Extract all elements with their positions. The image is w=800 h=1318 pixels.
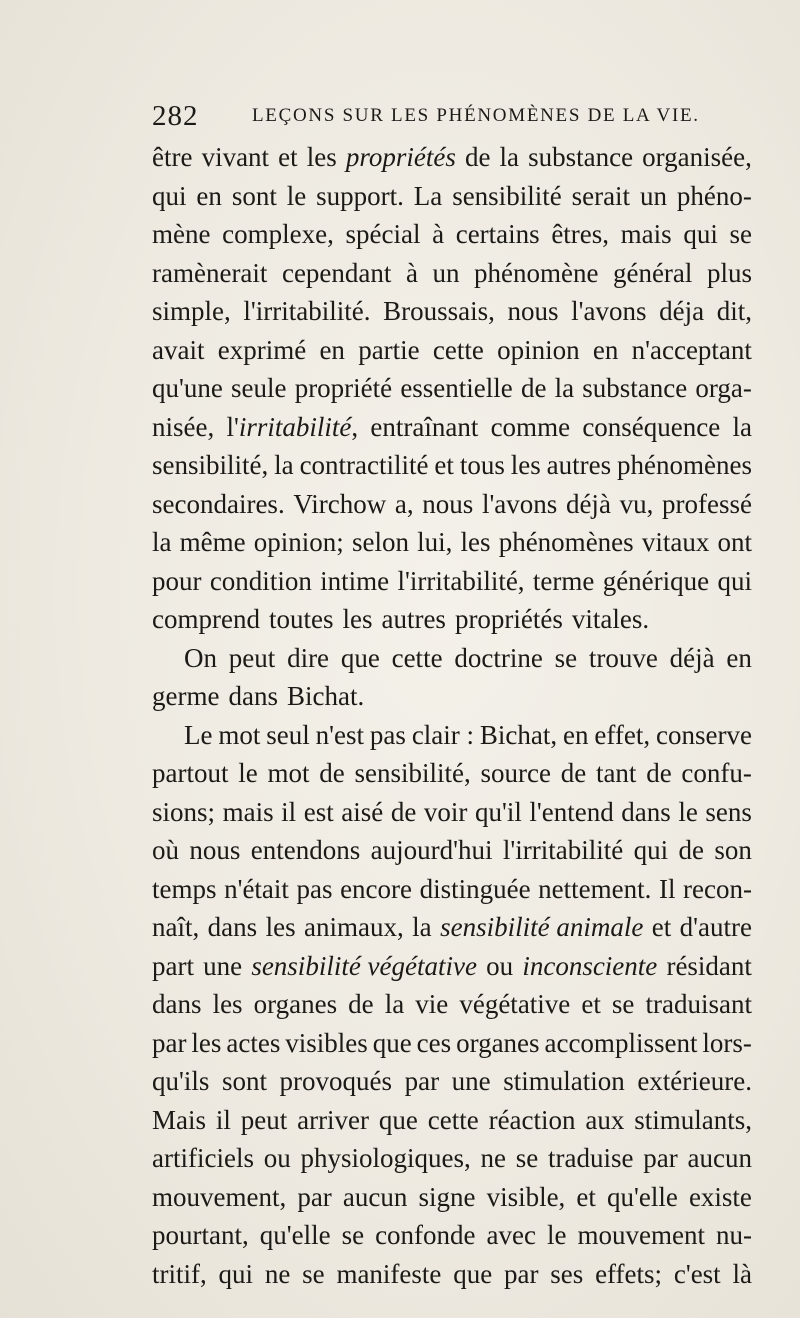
word: sont: [231, 180, 277, 211]
word: propriété: [294, 373, 393, 403]
word: le: [547, 1220, 567, 1250]
text-line: [152, 1139, 752, 1178]
word: et: [278, 142, 298, 172]
text-line: [152, 331, 752, 370]
word: se: [302, 1258, 325, 1289]
text-line: [152, 1062, 752, 1101]
word: substance: [528, 142, 634, 172]
word: comprend: [152, 604, 260, 634]
text-line: [152, 1024, 752, 1063]
word: physiologiques,: [300, 1143, 471, 1173]
word: phénomènes: [617, 450, 752, 480]
body-text: [152, 138, 752, 1293]
word: vie: [415, 989, 449, 1019]
word: qui: [218, 1258, 254, 1289]
word: nous: [507, 296, 559, 326]
word: professé: [662, 488, 752, 519]
text-line: [152, 446, 752, 485]
page-number: 282: [152, 100, 199, 132]
word: dire: [287, 642, 330, 673]
word: stimulants,: [634, 1104, 752, 1135]
word: d'autre: [679, 912, 752, 942]
word: avait: [152, 334, 205, 365]
word: phénomène: [473, 257, 599, 288]
word: naît,: [152, 912, 200, 942]
italic-word: sensibilité animale: [440, 912, 644, 942]
italic-word: propriétés: [345, 142, 456, 172]
word: à: [432, 219, 445, 249]
word: un: [432, 257, 460, 288]
word: certains: [455, 219, 540, 249]
word: son: [714, 835, 752, 865]
word: vitales.: [571, 604, 650, 634]
word: la: [499, 142, 520, 172]
word: cependant: [281, 257, 392, 288]
word: plus: [706, 257, 752, 288]
word: la: [152, 527, 172, 557]
word: organisée,: [642, 142, 752, 172]
word: Virchow: [293, 488, 387, 519]
text-line: [152, 408, 752, 447]
word: la: [274, 450, 294, 480]
text-line: [152, 523, 752, 562]
word: qui: [152, 180, 187, 211]
word: nisée,: [152, 411, 215, 442]
word: n'acceptant: [631, 334, 752, 365]
word: générique: [602, 565, 710, 596]
word: n'est: [315, 719, 365, 750]
word: que: [453, 1258, 493, 1289]
word: général: [612, 257, 693, 288]
word: trouve: [588, 642, 658, 673]
word: être: [152, 142, 193, 172]
word: pourtant,: [152, 1220, 249, 1250]
word: mouvement,: [152, 1181, 287, 1212]
text-line: [152, 1178, 752, 1217]
word: exprimé: [217, 334, 307, 365]
word: même: [179, 527, 246, 557]
word: la: [554, 373, 575, 403]
word: se: [554, 642, 578, 673]
word: mais: [222, 796, 274, 827]
word: artificiels: [152, 1143, 254, 1173]
word: aujourd'hui: [370, 835, 493, 865]
word: conserve: [656, 719, 752, 750]
word: que: [378, 1104, 418, 1135]
word: les: [460, 527, 491, 557]
word: l'irritabilité,: [397, 565, 525, 596]
word: tant: [595, 758, 637, 788]
word: que: [340, 642, 380, 673]
word: se: [611, 989, 635, 1019]
word: qui: [683, 219, 718, 249]
word: vivant: [201, 142, 270, 172]
word: contractilité: [299, 450, 429, 480]
word: par: [297, 1181, 332, 1212]
word: ramènerait: [152, 257, 268, 288]
word: l'irritabilité.: [243, 296, 371, 326]
word: partout: [152, 758, 229, 788]
word: il: [215, 1104, 231, 1135]
text-line: [152, 908, 752, 947]
word: extérieure.: [637, 1066, 752, 1096]
word: phéno-: [676, 180, 752, 211]
word: l'avons: [481, 488, 558, 519]
word: où: [152, 835, 179, 865]
word: et: [651, 912, 672, 942]
word: seule: [231, 373, 287, 403]
word: ont: [717, 527, 752, 557]
word: qui: [633, 835, 669, 865]
word: germe: [152, 681, 220, 711]
italic-word: sensibilité végétative: [251, 950, 477, 981]
word: de: [560, 758, 587, 788]
word: traduise: [548, 1143, 634, 1173]
word: le: [678, 796, 698, 827]
word: une: [451, 1066, 491, 1096]
word: autres: [381, 604, 446, 634]
word: partie: [358, 334, 420, 365]
word: mot: [218, 719, 261, 750]
word: effet,: [594, 719, 651, 750]
word: les: [191, 1027, 222, 1058]
word: en: [592, 334, 619, 365]
word: les: [265, 912, 296, 942]
word: arriver: [297, 1104, 370, 1135]
word: aux: [585, 1104, 625, 1135]
word: nu-: [715, 1220, 752, 1250]
word: par: [503, 1258, 539, 1289]
text-line: [152, 793, 752, 832]
word: voir: [423, 796, 468, 827]
running-head: [152, 96, 752, 132]
word: de: [464, 142, 491, 172]
word: effets;: [595, 1258, 663, 1289]
word: conséquence: [582, 411, 721, 442]
word: encore: [340, 873, 413, 904]
text-line: [152, 947, 752, 986]
text-line: [152, 600, 752, 639]
word: selon: [351, 527, 409, 557]
word: dit,: [716, 296, 752, 326]
word: provoqués: [279, 1066, 393, 1096]
text-line: [152, 138, 752, 177]
text-line: [152, 1255, 752, 1294]
text-line: [152, 1216, 752, 1255]
word: une: [203, 950, 243, 981]
word: à: [405, 257, 418, 288]
word: que: [372, 1027, 412, 1058]
word: lors-: [702, 1027, 752, 1058]
word: avec: [486, 1220, 536, 1250]
word: l'irritabilité: [502, 835, 624, 865]
word: un: [639, 180, 667, 211]
text-line: [152, 870, 752, 909]
word: source: [480, 758, 551, 788]
text-line: [152, 677, 752, 716]
word: existe: [688, 1181, 752, 1212]
word: pour: [152, 565, 202, 596]
word: Broussais,: [383, 296, 495, 326]
word: réaction: [488, 1104, 576, 1135]
word: dans: [207, 912, 258, 942]
word: la: [412, 912, 432, 942]
word: actes: [226, 1027, 281, 1058]
word: toutes: [268, 604, 334, 634]
word: orga-: [695, 373, 752, 403]
word: visible,: [486, 1181, 566, 1212]
word: de: [390, 796, 417, 827]
word: se: [341, 1220, 365, 1250]
word: Le: [184, 719, 213, 750]
word: mène: [152, 219, 211, 249]
word: intime: [320, 565, 390, 596]
word: en: [196, 180, 222, 211]
word: opinion: [497, 334, 580, 365]
word: qui: [717, 565, 752, 596]
word: complexe,: [222, 219, 334, 249]
word: tritif,: [152, 1258, 207, 1289]
word: n'était: [224, 873, 289, 904]
word: en: [563, 719, 589, 750]
word: cette: [432, 334, 484, 365]
word: spécial: [345, 219, 421, 249]
word: le: [238, 758, 258, 788]
text-line: [152, 716, 752, 755]
word: condition: [209, 565, 312, 596]
word: On: [184, 642, 217, 673]
word: de: [319, 758, 345, 788]
word: nous: [189, 835, 241, 865]
word: comme: [490, 411, 571, 442]
word: signe: [418, 1181, 476, 1212]
word: c'est: [673, 1258, 721, 1289]
word: lui,: [417, 527, 453, 557]
word: mais: [620, 219, 672, 249]
text-line: [152, 562, 752, 601]
word: nettement.: [538, 873, 652, 904]
word: vitaux: [641, 527, 710, 557]
word: les: [212, 989, 243, 1019]
word: animaux,: [304, 912, 404, 942]
word: Bichat,: [479, 719, 558, 750]
word: se: [729, 219, 752, 249]
word: ou: [263, 1143, 291, 1173]
word: tous: [459, 450, 505, 480]
word: a,: [394, 488, 414, 519]
word: les: [510, 450, 541, 480]
word: organes: [253, 989, 338, 1019]
text-line: [152, 254, 752, 293]
word: sions;: [152, 796, 216, 827]
word: ,: [351, 411, 359, 442]
word: mouvement: [577, 1220, 705, 1250]
word: qu'elle: [259, 1220, 331, 1250]
word: l'avons: [571, 296, 647, 326]
word: pas: [369, 719, 406, 750]
word: déjà: [669, 642, 715, 673]
word: peut: [240, 1104, 288, 1135]
word: ne: [264, 1258, 291, 1289]
text-line: [152, 985, 752, 1024]
word: vu,: [619, 488, 654, 519]
word: part: [152, 950, 194, 981]
word: êtres,: [551, 219, 610, 249]
word: par: [643, 1143, 678, 1173]
word: manifeste: [336, 1258, 442, 1289]
word: cette: [391, 642, 443, 673]
word: sont: [221, 1066, 267, 1096]
word: de: [348, 989, 374, 1019]
word: entraînant: [370, 411, 479, 442]
word: dans: [152, 989, 202, 1019]
word: et: [581, 989, 601, 1019]
word: temps: [152, 873, 217, 904]
text-line: [152, 639, 752, 678]
word: entendons: [250, 835, 361, 865]
word: peut: [228, 642, 276, 673]
word: opinion;: [253, 527, 344, 557]
word: doctrine: [454, 642, 543, 673]
word: Mais: [152, 1104, 206, 1135]
word: stimulation: [503, 1066, 625, 1096]
word: Bichat.: [286, 681, 365, 711]
word: clair :: [411, 719, 475, 750]
word: de: [646, 758, 672, 788]
word: l': [226, 411, 239, 442]
word: confonde: [375, 1220, 476, 1250]
word: secondaires.: [152, 488, 285, 519]
word: dans: [228, 681, 278, 711]
word: l'entend: [529, 796, 614, 827]
word: visibles: [285, 1027, 368, 1058]
italic-word: inconsciente: [522, 950, 658, 981]
word: en: [319, 334, 345, 365]
word: phénomènes: [498, 527, 634, 557]
word: essentielle: [400, 373, 513, 403]
word: simple,: [152, 296, 231, 326]
word: de: [678, 835, 705, 865]
word: autres: [546, 450, 612, 480]
word: cette: [427, 1104, 479, 1135]
word: mot: [267, 758, 310, 788]
word: et: [434, 450, 454, 480]
word: sens: [705, 796, 752, 827]
word: et: [576, 1181, 596, 1212]
word: seul: [266, 719, 310, 750]
word: ses: [550, 1258, 584, 1289]
word: les: [342, 604, 373, 634]
word: la: [732, 411, 752, 442]
word: support.: [316, 180, 404, 211]
word: propriétés: [454, 604, 563, 634]
word: le: [286, 180, 307, 211]
word: est: [303, 796, 334, 827]
running-title: LEÇONS SUR LES PHÉNOMÈNES DE LA VIE.: [252, 105, 700, 126]
word: Il: [658, 873, 676, 904]
word: distinguée: [419, 873, 531, 904]
word: qu'il: [474, 796, 522, 827]
word: de: [520, 373, 547, 403]
word: sensibilité: [452, 180, 562, 211]
word: terme: [532, 565, 595, 596]
word: végétative: [459, 989, 571, 1019]
word: dans: [621, 796, 671, 827]
word: aucun: [342, 1181, 408, 1212]
word: aisé: [341, 796, 384, 827]
word: pas: [296, 873, 333, 904]
word: sensibilité,: [152, 450, 269, 480]
word: aucun: [687, 1143, 752, 1173]
word: la: [384, 989, 405, 1019]
word: La: [413, 180, 443, 211]
word: organes: [456, 1027, 540, 1058]
word: là: [732, 1258, 752, 1289]
text-line: [152, 485, 752, 524]
word: déja: [659, 296, 705, 326]
word-group: [226, 408, 358, 447]
word: ou: [486, 950, 514, 981]
word: serait: [571, 180, 631, 211]
text-line: [152, 177, 752, 216]
word: par: [152, 1027, 187, 1058]
text-line: [152, 831, 752, 870]
word: qu'une: [152, 373, 223, 403]
text-line: [152, 754, 752, 793]
word: ces: [416, 1027, 452, 1058]
word: qu'elle: [607, 1181, 678, 1212]
word: résidant: [666, 950, 752, 981]
text-line: [152, 215, 752, 254]
text-line: [152, 1101, 752, 1140]
word: en: [726, 642, 752, 673]
text-line: [152, 292, 752, 331]
word: qu'ils: [152, 1066, 210, 1096]
word: substance: [582, 373, 688, 403]
word: déjà: [565, 488, 611, 519]
word: confu-: [681, 758, 752, 788]
text-line: [152, 369, 752, 408]
word: accomplissent: [544, 1027, 698, 1058]
word: recon-: [683, 873, 752, 904]
word: par: [404, 1066, 440, 1096]
word: ne: [480, 1143, 506, 1173]
italic-word: irritabilité: [238, 411, 352, 442]
word: nous: [422, 488, 474, 519]
word: se: [515, 1143, 539, 1173]
word: sensibilité,: [354, 758, 471, 788]
word: il: [281, 796, 297, 827]
word: les: [306, 142, 337, 172]
word: traduisant: [645, 989, 752, 1019]
